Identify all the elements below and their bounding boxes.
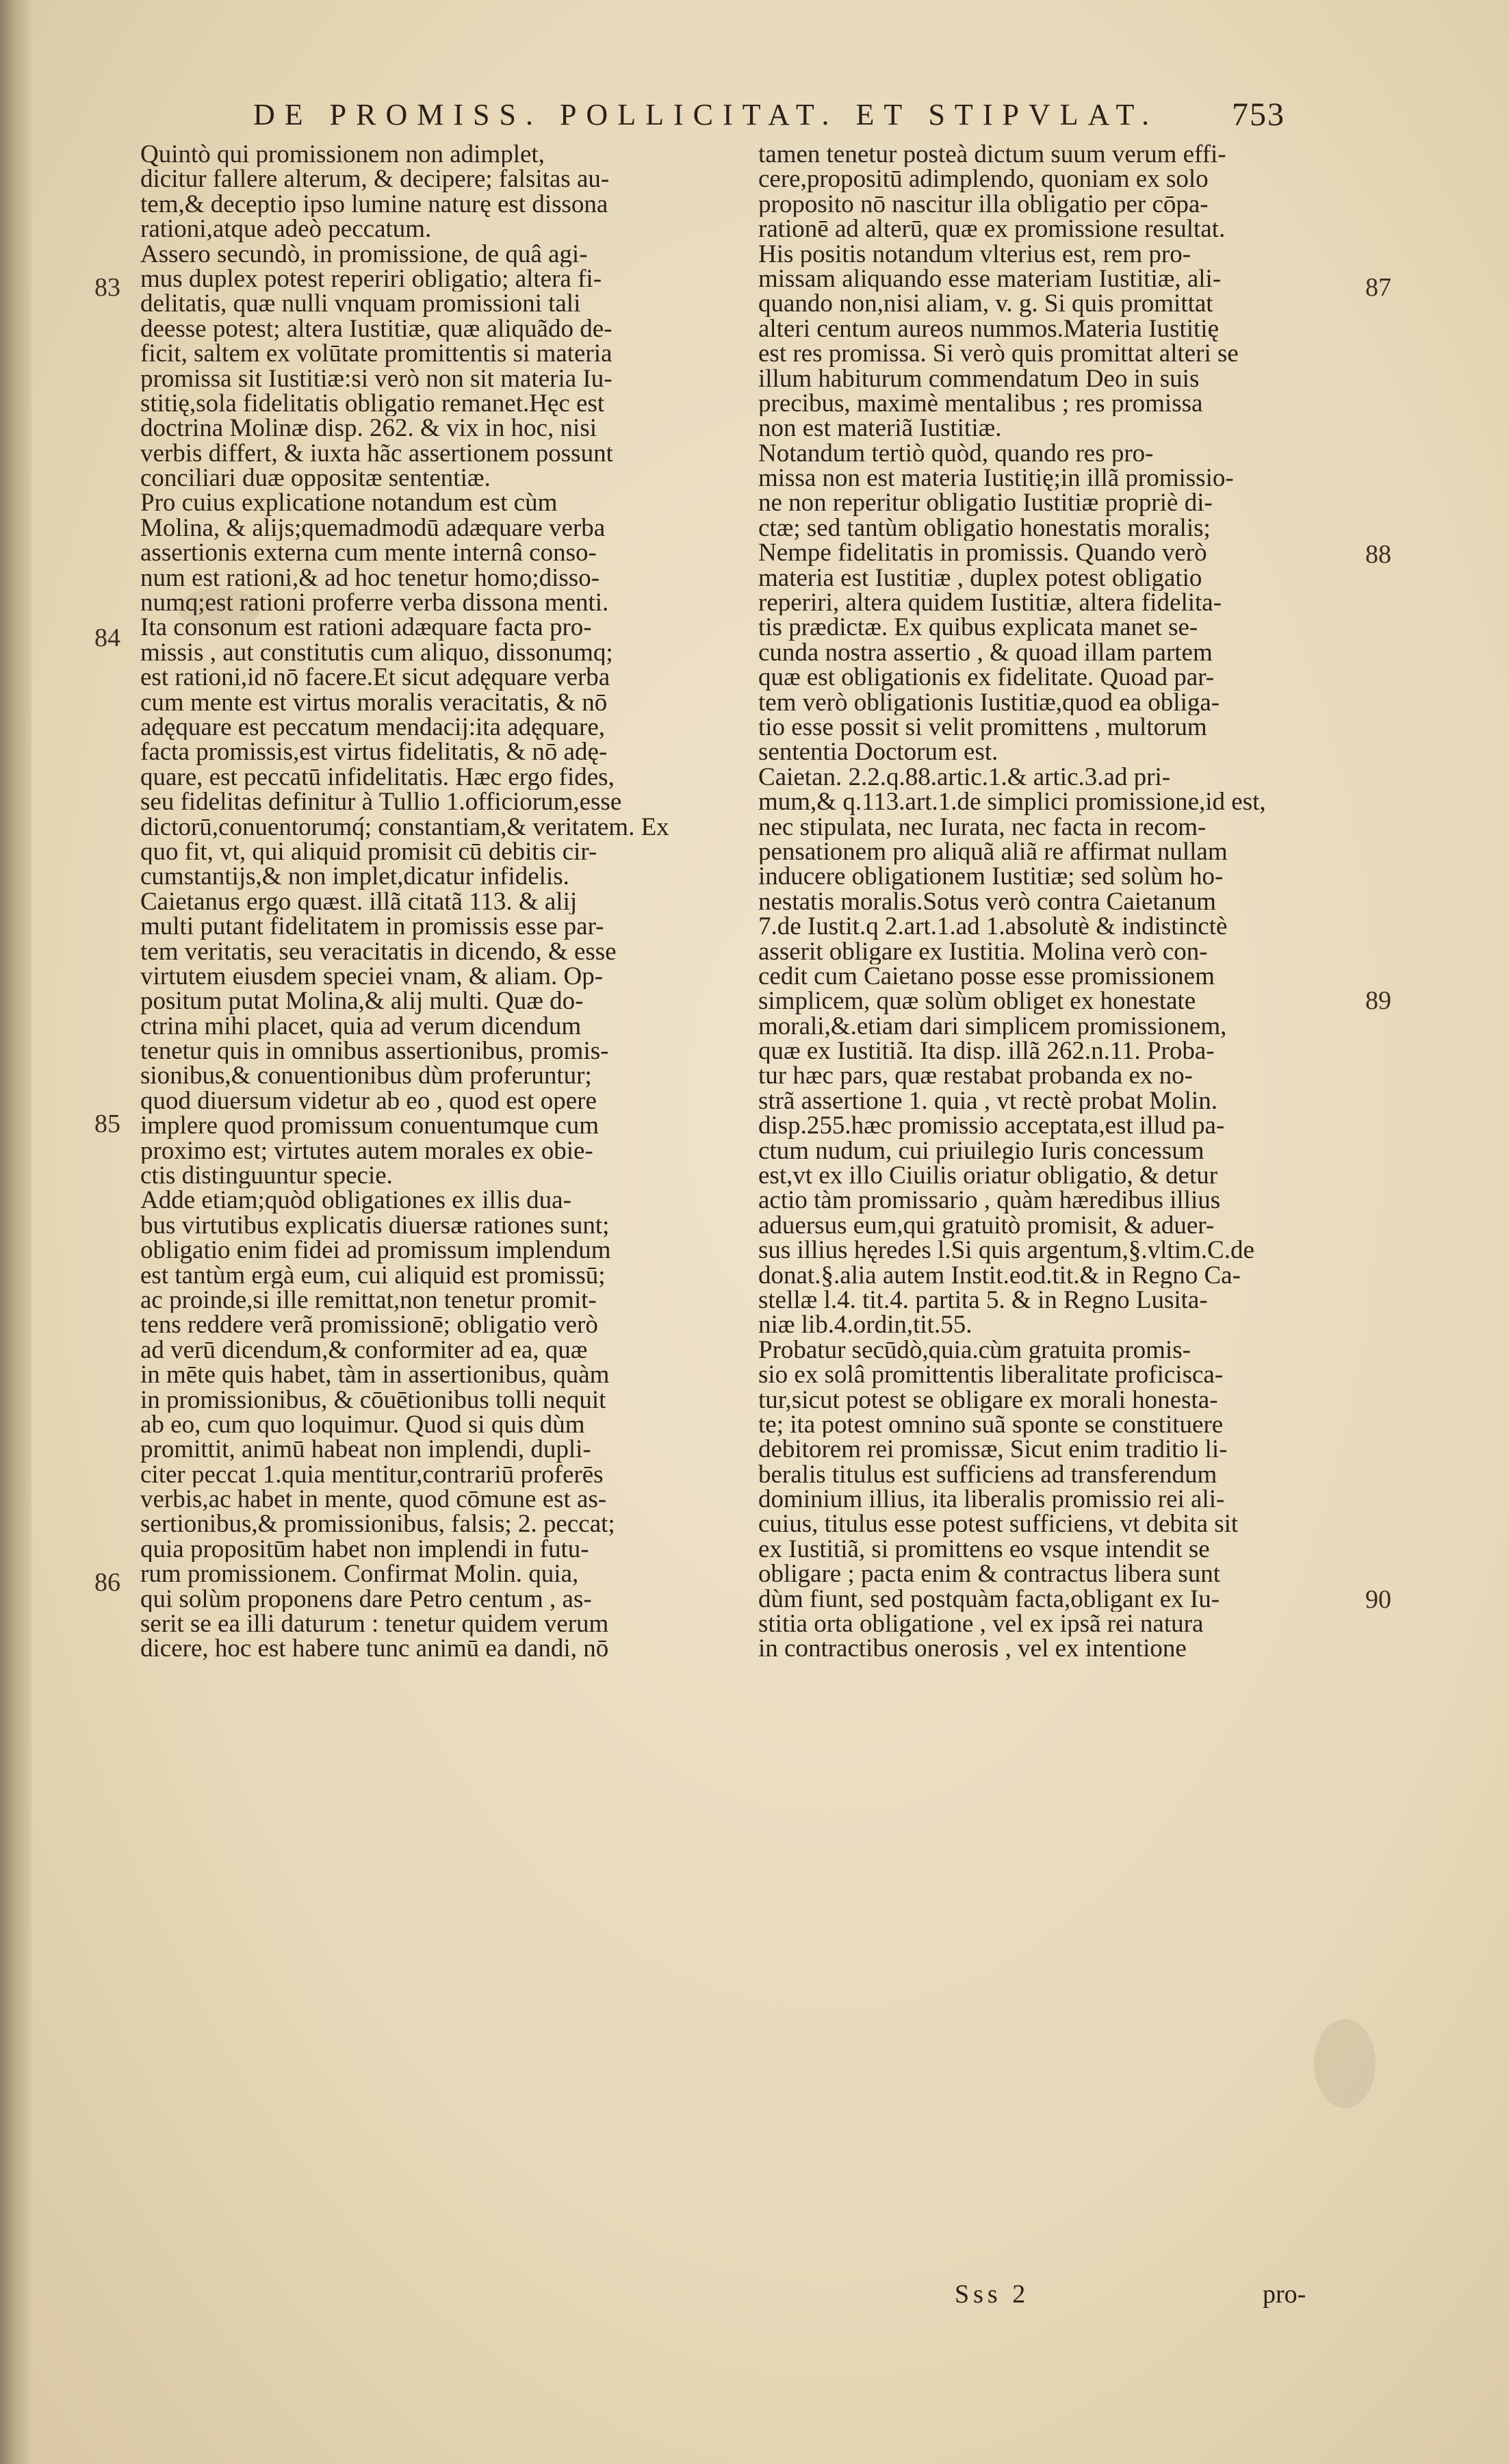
text-line: positum putat Molina,& alij multi. Quæ do- — [140, 989, 584, 1014]
text-line: quo fit, vt, qui aliquid promisit cū debitis cir- — [140, 839, 597, 865]
text-line: proposito nō nascitur illa obligatio per cōpa- — [758, 192, 1209, 218]
text-line: missam aliquando esse materiam Iustitiæ, ali- — [758, 266, 1222, 292]
margin-number: 85 — [94, 1109, 120, 1138]
margin-number: 84 — [94, 624, 120, 652]
paper-stain — [1314, 2019, 1376, 2108]
text-line: Caietanus ergo quæst. illã citatã 113. & alij — [140, 889, 578, 915]
text-line: obligatio enim fidei ad promissum implendum — [140, 1238, 611, 1263]
text-line: est rationi,id nō facere.Et sicut adęquare verba — [140, 665, 610, 691]
text-line: tur,sicut potest se obligare ex morali honesta- — [758, 1387, 1218, 1413]
text-line: stitię,sola fidelitatis obligatio remanet.Hęc est — [140, 391, 605, 417]
text-line: Molina, & alijs;quemadmodū adæquare verba — [140, 515, 606, 541]
text-line: qui solùm proponens dare Petro centum , as- — [140, 1587, 592, 1613]
text-line: te; ita potest omnino suã sponte se constituere — [758, 1412, 1224, 1438]
margin-number: 89 — [1365, 986, 1391, 1015]
text-line: quia propositūm habet non implendi in futu- — [140, 1537, 589, 1563]
margin-number: 83 — [94, 273, 120, 302]
binding-gutter — [0, 0, 31, 2464]
text-line: tem,& deceptio ipso lumine naturę est dissona — [140, 192, 608, 218]
text-line: virtutem eiusdem speciei vnam, & aliam. Op- — [140, 964, 604, 990]
page-number: 753 — [1232, 97, 1285, 133]
margin-number: 88 — [1365, 540, 1391, 569]
text-line: proximo est; virtutes autem morales ex obie- — [140, 1138, 593, 1164]
text-line: verbis,ac habet in mente, quod cōmune est as- — [140, 1487, 607, 1513]
text-line: tis prædictæ. Ex quibus explicata manet se- — [758, 615, 1198, 641]
text-line: nestatis moralis.Sotus verò contra Caietanum — [758, 889, 1216, 915]
text-line: non est materiã Iustitiæ. — [758, 416, 1002, 441]
text-line: deesse potest; altera Iustitiæ, quæ aliquãdo de- — [140, 316, 612, 342]
text-line: quando non,nisi aliam, v. g. Si quis promittat — [758, 292, 1213, 317]
text-line: tamen tenetur posteà dictum suum verum effi- — [758, 142, 1226, 168]
text-line: promittit, animū habeat non implendi, dupli- — [140, 1437, 591, 1463]
text-line: promissa sit Iustitiæ:si verò non sit materia Iu- — [140, 366, 612, 392]
text-line: missis , aut constitutis cum aliquo, dissonumq; — [140, 640, 613, 666]
text-line: ne non reperitur obligatio Iustitiæ propriè di- — [758, 491, 1213, 516]
catchword: pro- — [1263, 2280, 1306, 2309]
text-line: tio esse possit si velit promittens , multorum — [758, 715, 1207, 741]
text-line: sententia Doctorum est. — [758, 740, 998, 765]
text-line: tur hæc pars, quæ restabat probanda ex no- — [758, 1064, 1193, 1089]
text-line: materia est Iustitiæ , duplex potest obligatio — [758, 565, 1202, 591]
text-line: Caietan. 2.2.q.88.artic.1.& artic.3.ad pri- — [758, 765, 1171, 791]
text-line: verbis differt, & iuxta hãc assertionem possunt — [140, 441, 613, 467]
text-line: debitorem rei promissæ, Sicut enim traditio li- — [758, 1437, 1228, 1463]
text-line: pensationem pro aliquã aliã re affirmat nullam — [758, 839, 1228, 865]
text-line: quod diuersum videtur ab eo , quod est opere — [140, 1088, 597, 1114]
running-head: DE PROMISS. POLLICITAT. ET STIPVLAT. — [253, 98, 1159, 131]
text-line: rum promissionem. Confirmat Molin. quia, — [140, 1562, 579, 1587]
text-line: Adde etiam;quòd obligationes ex illis dua- — [140, 1188, 571, 1214]
text-line: mum,& q.113.art.1.de simplici promissione,id est, — [758, 790, 1266, 815]
margin-number: 90 — [1365, 1585, 1391, 1614]
text-line: Pro cuius explicatione notandum est cùm — [140, 491, 558, 516]
text-line: asserit obligare ex Iustitia. Molina verò con- — [758, 939, 1208, 964]
text-line: sio ex solâ promittentis liberalitate proficisca- — [758, 1363, 1224, 1388]
text-line: inducere obligationem Iustitiæ; sed solùm ho- — [758, 864, 1224, 890]
text-line: ctis distinguuntur specie. — [140, 1164, 393, 1189]
text-line: aduersus eum,qui gratuitò promisit, & aduer- — [758, 1213, 1215, 1239]
text-line: strã assertione 1. quia , vt rectè probat Molin. — [758, 1088, 1217, 1114]
text-line: cum mente est virtus moralis veracitatis, & nō — [140, 690, 608, 715]
text-line: quæ est obligationis ex fidelitate. Quoad par- — [758, 665, 1215, 691]
text-line: Assero secundò, in promissione, de quâ agi- — [140, 242, 588, 267]
text-line: beralis titulus est sufficiens ad transferendum — [758, 1462, 1217, 1488]
margin-number: 87 — [1365, 273, 1391, 302]
text-line: in promissionibus, & cōuētionibus tolli nequit — [140, 1387, 606, 1413]
text-line: cedit cum Caietano posse esse promissionem — [758, 964, 1215, 990]
text-line: dictorū,conuentorumq́; constantiam,& veritatem. Ex — [140, 814, 669, 840]
text-line: ac proinde,si ille remittat,non tenetur promit- — [140, 1287, 597, 1313]
text-line: tenetur quis in omnibus assertionibus, promis- — [140, 1039, 609, 1064]
text-line: Quintò qui promissionem non adimplet, — [140, 142, 545, 168]
text-line: est tantùm ergà eum, cui aliquid est promissū; — [140, 1263, 606, 1288]
text-line: ex Iustitiã, si promittens eo vsque intendit se — [758, 1537, 1210, 1563]
text-line: niæ lib.4.ordin,tit.55. — [758, 1313, 972, 1338]
text-line: precibus, maximè mentalibus ; res promissa — [758, 391, 1203, 417]
text-line: quare, est peccatū infidelitatis. Hæc ergo fides, — [140, 765, 615, 791]
text-line: Ita consonum est rationi adæquare facta pro- — [140, 615, 592, 641]
text-line: ctrina mihi placet, quia ad verum dicendum — [140, 1014, 582, 1040]
text-line: stitia orta obligatione , vel ex ipsã rei natura — [758, 1612, 1204, 1637]
text-line: stellæ l.4. tit.4. partita 5. & in Regno Lusita- — [758, 1287, 1208, 1313]
text-line: adęquare est peccatum mendacij:ita adęquare, — [140, 715, 605, 741]
text-line: tens reddere verã promissionē; obligatio verò — [140, 1313, 598, 1338]
text-line: implere quod promissum conuentumque cum — [140, 1114, 599, 1139]
text-line: est,vt ex illo Ciuilis oriatur obligatio, & detur — [758, 1164, 1218, 1189]
text-line: bus virtutibus explicatis diuersæ rationes sunt; — [140, 1213, 610, 1239]
text-line: reperiri, altera quidem Iustitiæ, altera fidelita- — [758, 591, 1222, 616]
text-line: rationē ad alterū, quæ ex promissione resultat. — [758, 217, 1226, 242]
text-line: cumstantijs,& non implet,dicatur infidelis. — [140, 864, 569, 890]
text-line: sus illius hęredes l.Si quis argentum,§.vltim.C.de — [758, 1238, 1254, 1263]
text-line: ab eo, cum quo loquimur. Quod si quis dùm — [140, 1412, 585, 1438]
text-line: mus duplex potest reperiri obligatio; altera fi- — [140, 266, 602, 292]
text-line: cuius, titulus esse potest sufficiens, vt debita sit — [758, 1512, 1239, 1537]
text-line: cunda nostra assertio , & quoad illam partem — [758, 640, 1213, 666]
text-line: disp.255.hæc promissio acceptata,est illud pa- — [758, 1114, 1225, 1139]
text-line: ctæ; sed tantùm obligatio honestatis moralis; — [758, 515, 1211, 541]
left-column — [140, 142, 736, 1662]
text-line: multi putant fidelitatem in promissis esse par- — [140, 914, 604, 940]
text-line: doctrina Molinæ disp. 262. & vix in hoc, nisi — [140, 416, 597, 441]
text-line: in mēte quis habet, tàm in assertionibus, quàm — [140, 1363, 610, 1388]
text-line: simplicem, quæ solùm obliget ex honestate — [758, 989, 1196, 1014]
text-line: alteri centum aureos nummos.Materia Iustitię — [758, 316, 1219, 342]
text-line: morali,&.etiam dari simplicem promissionem, — [758, 1014, 1227, 1040]
text-line: dicere, hoc est habere tunc animū ea dandi, nō — [140, 1637, 609, 1662]
text-line: actio tàm promissario , quàm hæredibus illius — [758, 1188, 1221, 1214]
text-line: Notandum tertiò quòd, quando res pro- — [758, 441, 1154, 467]
text-line: His positis notandum vlterius est, rem pro- — [758, 242, 1191, 267]
text-line: ctum nudum, cui priuilegio Iuris concessum — [758, 1138, 1204, 1164]
text-line: sertionibus,& promissionibus, falsis; 2. peccat; — [140, 1512, 615, 1537]
text-line: dicitur fallere alterum, & decipere; falsitas au- — [140, 167, 610, 192]
text-line: facta promissis,est virtus fidelitatis, & nō adę- — [140, 740, 608, 765]
text-line: conciliari duæ oppositæ sententiæ. — [140, 466, 491, 491]
text-line: est res promissa. Si verò quis promittat alteri se — [758, 342, 1239, 367]
right-column — [758, 142, 1354, 1662]
text-line: donat.§.alia autem Instit.eod.tit.& in Regno Ca- — [758, 1263, 1241, 1288]
text-line: citer peccat 1.quia mentitur,contrariū proferēs — [140, 1462, 604, 1488]
text-line: in contractibus onerosis , vel ex intentione — [758, 1637, 1187, 1662]
text-line: numq;est rationi proferre verba dissona menti. — [140, 591, 609, 616]
text-line: missa non est materia Iustitię;in illã promissio- — [758, 466, 1234, 491]
text-line: dùm fiunt, sed postquàm facta,obligant ex Iu- — [758, 1587, 1220, 1613]
signature-mark: Sss 2 — [955, 2280, 1030, 2309]
text-line: Nempe fidelitatis in promissis. Quando verò — [758, 541, 1207, 566]
text-line: quæ ex Iustitiã. Ita disp. illã 262.n.11. Proba- — [758, 1039, 1215, 1064]
text-line: num est rationi,& ad hoc tenetur homo;disso- — [140, 565, 600, 591]
text-line: Probatur secūdò,quia.cùm gratuita promis- — [758, 1337, 1191, 1363]
text-line: cere,propositū adimplendo, quoniam ex solo — [758, 167, 1209, 192]
text-line: nec stipulata, nec Iurata, nec facta in recom- — [758, 814, 1207, 840]
text-line: serit se ea illi daturum : tenetur quidem verum — [140, 1612, 609, 1637]
margin-number: 86 — [94, 1568, 120, 1597]
text-line: ad verū dicendum,& conformiter ad ea, quæ — [140, 1337, 588, 1363]
text-line: tem veritatis, seu veracitatis in dicendo, & esse — [140, 939, 617, 964]
text-line: dominium illius, ita liberalis promissio rei ali- — [758, 1487, 1225, 1513]
text-line: ficit, saltem ex volūtate promittentis si materia — [140, 342, 612, 367]
text-line: sionibus,& conuentionibus dùm proferuntur; — [140, 1064, 592, 1089]
text-line: tem verò obligationis Iustitiæ,quod ea obliga- — [758, 690, 1220, 715]
text-line: obligare ; pacta enim & contractus libera sunt — [758, 1562, 1221, 1587]
text-line: rationi,atque adeò peccatum. — [140, 217, 432, 242]
text-line: seu fidelitas definitur à Tullio 1.officiorum,esse — [140, 790, 622, 815]
text-line: illum habiturum commendatum Deo in suis — [758, 366, 1200, 392]
text-line: delitatis, quæ nulli vnquam promissioni tali — [140, 292, 581, 317]
text-line: assertionis externa cum mente internâ conso- — [140, 541, 597, 566]
text-line: 7.de Iustit.q 2.art.1.ad 1.absolutè & indistinctè — [758, 914, 1228, 940]
